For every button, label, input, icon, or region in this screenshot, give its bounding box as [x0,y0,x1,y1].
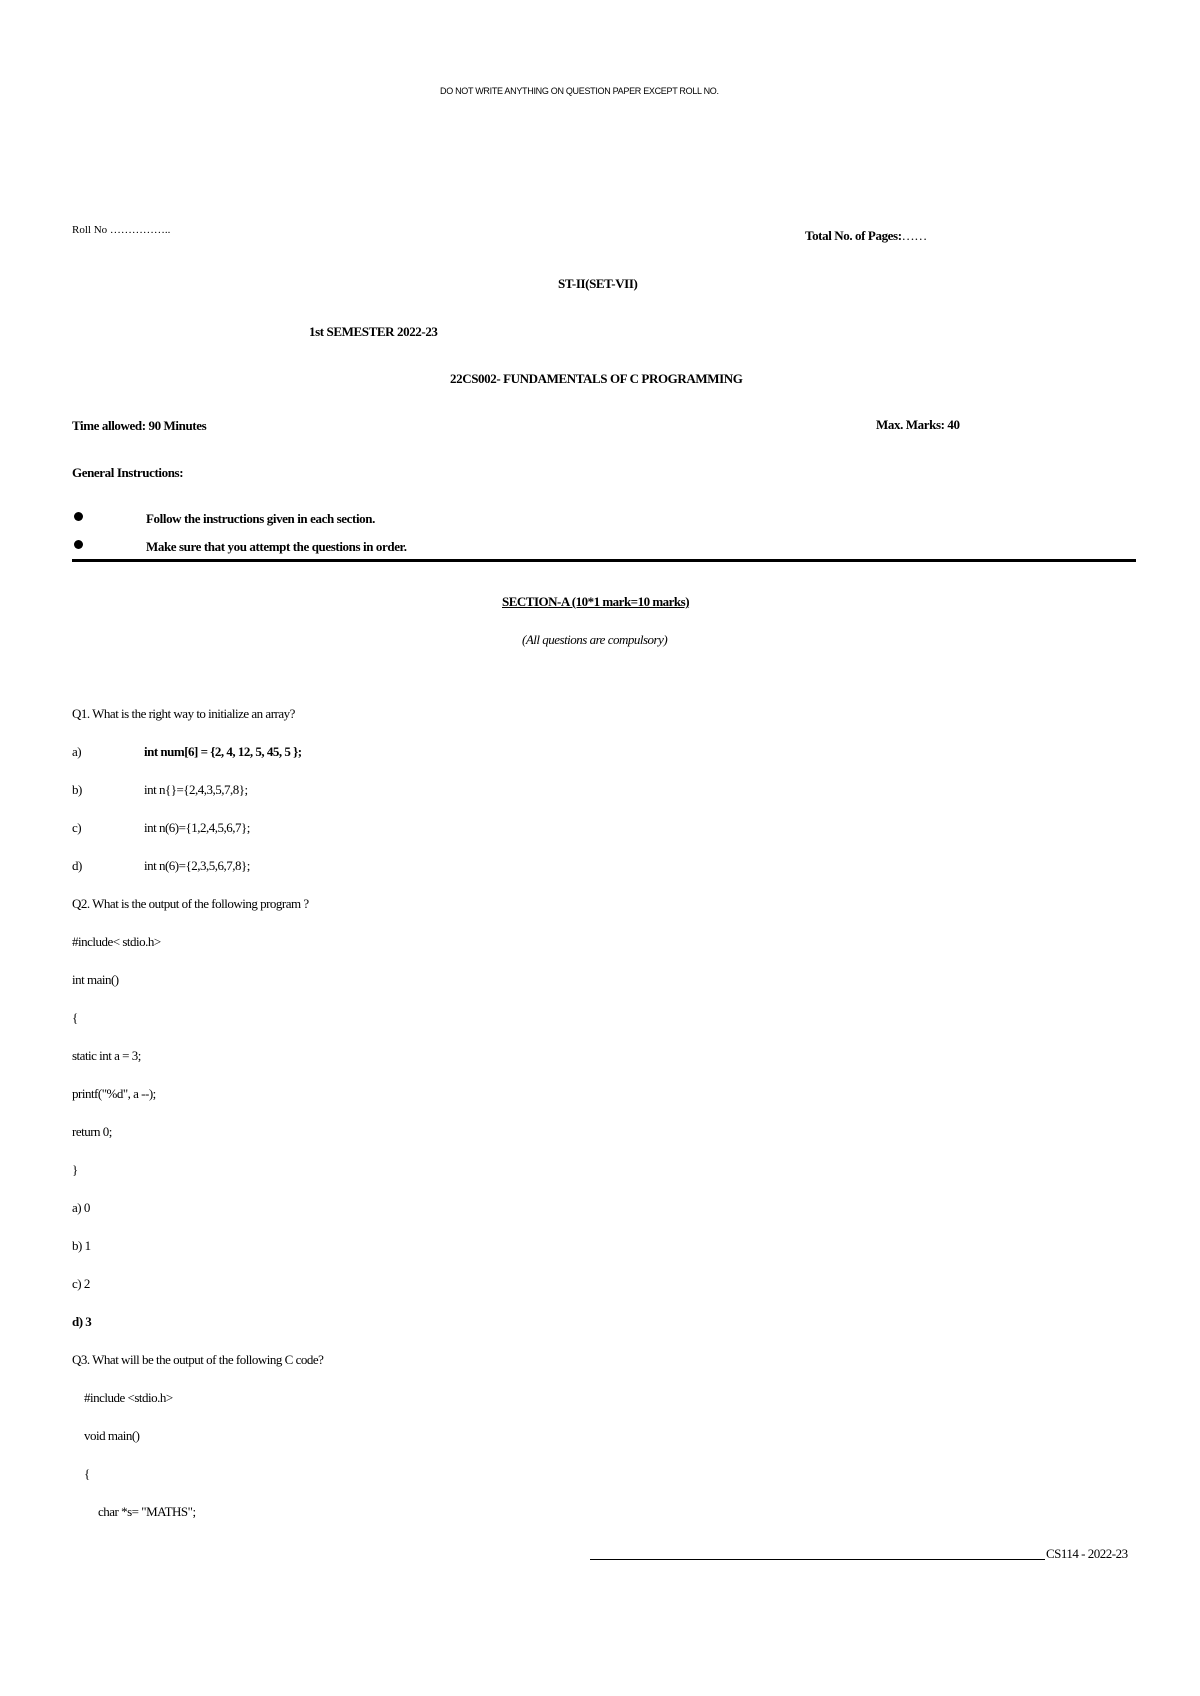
q2-option-c: c) 2 [72,1276,90,1291]
code-line: static int a = 3; [72,1048,141,1063]
section-subtitle: (All questions are compulsory) [522,632,668,647]
question-2: Q2. What is the output of the following program ? [72,896,309,911]
header-divider [72,559,1136,562]
q1-option-c-label: c) [72,820,82,835]
roll-no-dots: …………….. [109,224,171,236]
footer-rule [590,1559,1045,1560]
q1-option-d-label: d) [72,858,82,873]
q1-option-a: int num[6] = {2, 4, 12, 5, 45, 5 }; [144,744,302,759]
bullet-icon [74,540,83,549]
code-line: return 0; [72,1124,112,1139]
q1-option-d: int n(6)={2,3,5,6,7,8}; [144,858,250,873]
total-pages-label: Total No. of Pages: [805,228,902,243]
page-notice: DO NOT WRITE ANYTHING ON QUESTION PAPER EXCEPT ROLL NO. [440,86,719,96]
q2-option-b: b) 1 [72,1238,91,1253]
question-1: Q1. What is the right way to initialize an array? [72,706,295,721]
time-allowed [72,418,206,434]
code-line: #include <stdio.h> [84,1390,173,1405]
exam-code: ST-II(SET-VII) [558,276,638,291]
instructions-title: General Instructions: [72,465,184,480]
roll-no-label: Roll No [72,224,108,236]
roll-no-field [72,224,170,236]
time-label: Time allowed: [72,418,146,433]
code-line: } [72,1162,78,1177]
course-title: 22CS002- FUNDAMENTALS OF C PROGRAMMING [450,371,743,386]
q1-option-c: int n(6)={1,2,4,5,6,7}; [144,820,250,835]
code-line: void main() [84,1428,140,1443]
q2-option-d: d) 3 [72,1314,92,1329]
code-line: { [72,1010,78,1025]
total-pages-field [805,228,927,244]
code-line: int main() [72,972,119,987]
semester-title: 1st SEMESTER 2022-23 [309,324,438,339]
section-title: SECTION-A (10*1 mark=10 marks) [502,594,690,609]
footer-code: CS114 - 2022-23 [1046,1546,1128,1561]
code-line: char *s= "MATHS"; [98,1504,196,1519]
code-line: #include< stdio.h> [72,934,161,949]
q1-option-b-label: b) [72,782,82,797]
total-pages-dots: …… [901,228,927,243]
code-line: printf("%d", a --); [72,1086,156,1101]
max-marks: Max. Marks: 40 [876,417,960,432]
instruction-item: Follow the instructions given in each section. [146,511,375,526]
q2-option-a: a) 0 [72,1200,90,1215]
q1-option-b: int n{}={2,4,3,5,7,8}; [144,782,248,797]
question-3: Q3. What will be the output of the following C code? [72,1352,324,1367]
code-line: { [84,1466,90,1481]
instruction-item: Make sure that you attempt the questions in order. [146,539,407,554]
time-value: 90 Minutes [148,418,207,433]
q1-option-a-label: a) [72,744,82,759]
bullet-icon [74,512,83,521]
